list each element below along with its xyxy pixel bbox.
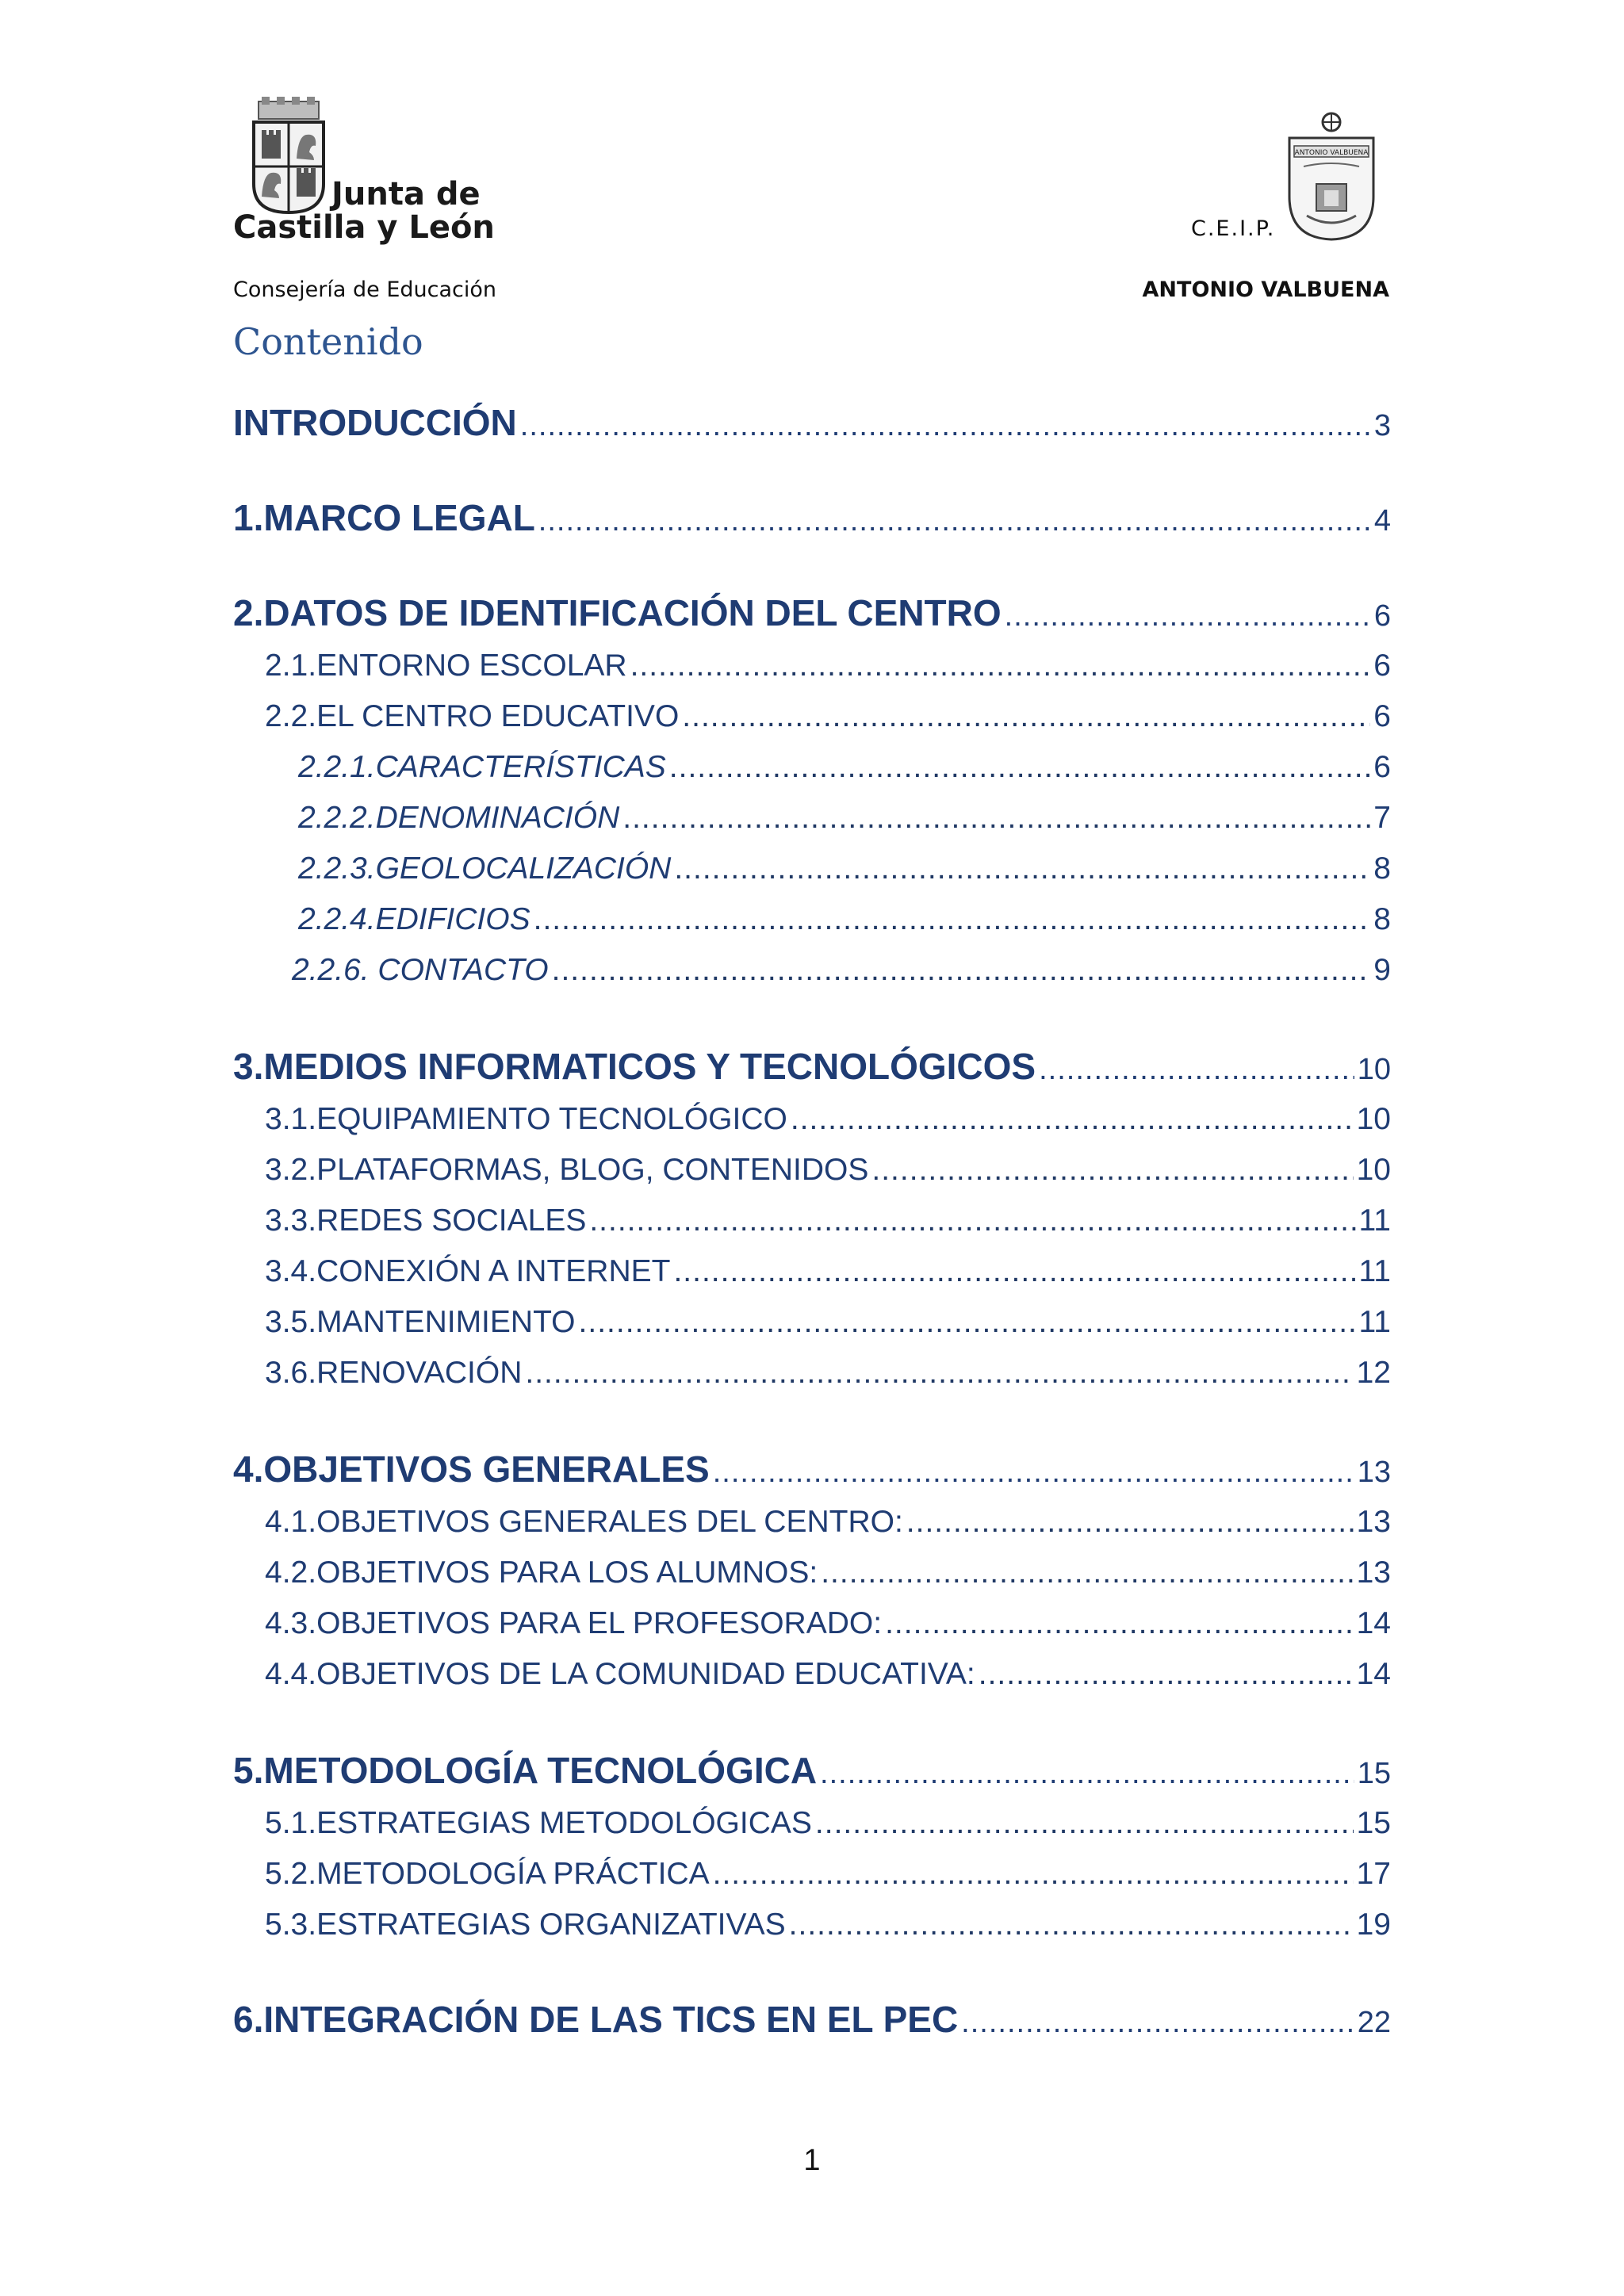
toc-dot-leader [1005, 599, 1371, 633]
school-seal-icon [1285, 111, 1378, 243]
toc-entry-title: METODOLOGÍA PRÁCTICA [316, 1857, 710, 1891]
toc-dot-leader [906, 1505, 1354, 1540]
toc-entry-page: 14 [1356, 1606, 1391, 1640]
toc-entry-number: 6. [233, 1999, 264, 2040]
toc-entry-title: INTRODUCCIÓN [233, 402, 517, 443]
toc-entry[interactable] [265, 1254, 1391, 1289]
toc-entry-title: MANTENIMIENTO [316, 1305, 576, 1339]
toc-entry-number: 3.4. [265, 1254, 317, 1288]
toc-entry-number: 4.1. [265, 1505, 317, 1539]
toc-dot-leader [525, 1356, 1353, 1391]
toc-entry-title: CARACTERÍSTICAS [375, 750, 666, 784]
school-name: ANTONIO VALBUENA [1142, 277, 1389, 302]
department-name: Consejería de Educación [233, 277, 497, 302]
toc-entry-title: OBJETIVOS GENERALES [263, 1448, 710, 1490]
toc-entry-title: INTEGRACIÓN DE LAS TICS EN EL PEC [263, 1999, 959, 2040]
toc-entry-number: 2.2.3. [298, 851, 376, 886]
toc-entry[interactable] [265, 1102, 1391, 1137]
toc-entry[interactable] [265, 649, 1391, 683]
toc-entry-number: 4. [233, 1448, 264, 1490]
toc-dot-leader [552, 953, 1371, 988]
toc-entry[interactable] [265, 1908, 1391, 1942]
toc-dot-leader [1039, 1053, 1354, 1087]
toc-entry-page: 4 [1373, 504, 1391, 538]
toc-entry-title: OBJETIVOS GENERALES DEL CENTRO: [316, 1505, 903, 1539]
toc-entry-page: 11 [1358, 1203, 1391, 1238]
toc-dot-leader [589, 1203, 1355, 1238]
toc-heading: Contenido [233, 320, 423, 363]
school-type: C.E.I.P. [1191, 216, 1276, 241]
toc-entry-number: 5.2. [265, 1857, 317, 1891]
toc-entry-page: 11 [1358, 1254, 1391, 1288]
brand-name-line2: Castilla y León [233, 209, 495, 246]
toc-entry-title: ENTORNO ESCOLAR [316, 649, 627, 683]
toc-entry-page: 9 [1373, 953, 1391, 987]
toc-entry[interactable] [265, 1857, 1391, 1892]
toc-entry[interactable] [298, 851, 1391, 886]
toc-dot-leader [682, 699, 1370, 734]
toc-dot-leader [630, 649, 1371, 683]
toc-dot-leader [979, 1657, 1354, 1692]
toc-entry-number: 2.2.1. [298, 750, 376, 784]
toc-dot-leader [713, 1857, 1354, 1892]
toc-entry-number: 2.2.2. [298, 801, 376, 835]
toc-dot-leader [789, 1908, 1354, 1942]
toc-entry-page: 19 [1356, 1908, 1391, 1942]
toc-entry-number: 3.5. [265, 1305, 317, 1339]
toc-entry[interactable] [265, 1657, 1391, 1692]
toc-entry[interactable] [233, 1045, 1391, 1088]
toc-entry-title: EL CENTRO EDUCATIVO [316, 699, 680, 733]
toc-entry-page: 15 [1356, 1806, 1391, 1840]
toc-entry-page: 6 [1373, 699, 1391, 733]
toc-entry[interactable] [265, 1556, 1391, 1590]
page-header [0, 0, 1624, 363]
toc-entry[interactable] [298, 750, 1391, 785]
toc-dot-leader [673, 1254, 1355, 1289]
toc-entry[interactable] [265, 1203, 1391, 1238]
toc-dot-leader [713, 1456, 1354, 1490]
toc-entry-number: 4.4. [265, 1657, 317, 1691]
toc-entry-number: 5.3. [265, 1908, 317, 1942]
toc-entry-title: 2.2.6. CONTACTO [292, 953, 549, 987]
toc-entry-title: GEOLOCALIZACIÓN [375, 851, 672, 886]
toc-entry-title: OBJETIVOS PARA LOS ALUMNOS: [316, 1556, 818, 1590]
toc-dot-leader [820, 1757, 1354, 1791]
toc-dot-leader [871, 1153, 1353, 1188]
toc-entry-page: 15 [1357, 1757, 1391, 1790]
toc-entry-title: ESTRATEGIAS ORGANIZATIVAS [316, 1908, 786, 1942]
toc-entry[interactable] [265, 1356, 1391, 1391]
toc-dot-leader [579, 1305, 1356, 1340]
toc-entry[interactable] [265, 1305, 1391, 1340]
toc-entry-page: 13 [1356, 1556, 1391, 1590]
toc-entry[interactable] [298, 801, 1391, 836]
toc-entry-page: 22 [1357, 2006, 1391, 2039]
toc-entry-page: 13 [1356, 1505, 1391, 1539]
toc-dot-leader [622, 801, 1370, 836]
toc-entry[interactable] [265, 1153, 1391, 1188]
toc-dot-leader [885, 1606, 1354, 1641]
toc-entry-page: 17 [1356, 1857, 1391, 1891]
toc-entry-title: MARCO LEGAL [263, 497, 535, 538]
toc-dot-leader [961, 2006, 1354, 2040]
toc-entry-number: 5. [233, 1750, 264, 1791]
toc-entry-title: METODOLOGÍA TECNOLÓGICA [263, 1750, 818, 1791]
toc-dot-leader [669, 750, 1371, 785]
seal-text: ANTONIO VALBUENA [1294, 149, 1369, 157]
toc-entry-title: OBJETIVOS DE LA COMUNIDAD EDUCATIVA: [316, 1657, 975, 1691]
toc-entry-page: 6 [1373, 750, 1391, 784]
toc-entry-page: 14 [1356, 1657, 1391, 1691]
brand-name-line1: Junta de [331, 176, 481, 212]
toc-entry-title: PLATAFORMAS, BLOG, CONTENIDOS [316, 1153, 869, 1187]
toc-entry[interactable] [265, 699, 1391, 734]
toc-entry-number: 3.6. [265, 1356, 317, 1390]
toc-dot-leader [520, 409, 1371, 443]
toc-entry-number: 2. [233, 592, 264, 633]
toc-entry-title: DENOMINACIÓN [375, 801, 620, 835]
toc-entry-number: 3.3. [265, 1203, 317, 1238]
toc-entry-title: CONEXIÓN A INTERNET [316, 1254, 671, 1288]
toc-entry-title: EDIFICIOS [375, 902, 530, 936]
toc-entry-number: 3.2. [265, 1153, 317, 1187]
coat-of-arms-icon [251, 97, 327, 214]
toc-entry[interactable] [233, 1749, 1391, 1792]
toc-entry-title: RENOVACIÓN [316, 1356, 523, 1390]
toc-entry-page: 8 [1373, 902, 1391, 936]
toc-dot-leader [821, 1556, 1353, 1590]
toc-entry[interactable] [265, 1606, 1391, 1641]
toc-entry-number: 4.2. [265, 1556, 317, 1590]
toc-dot-leader [534, 902, 1371, 937]
toc-entry-number: 1. [233, 497, 264, 538]
toc-entry-page: 10 [1356, 1102, 1391, 1136]
toc-entry-title: REDES SOCIALES [316, 1203, 587, 1238]
toc-entry-title: MEDIOS INFORMATICOS Y TECNOLÓGICOS [263, 1046, 1036, 1087]
toc-dot-leader [674, 851, 1370, 886]
toc-entry-page: 10 [1356, 1153, 1391, 1187]
toc-entry-number: 3.1. [265, 1102, 317, 1136]
toc-entry-number: 4.3. [265, 1606, 317, 1640]
toc-entry[interactable] [233, 591, 1391, 634]
toc-entry[interactable] [233, 401, 1391, 444]
toc-entry-title: DATOS DE IDENTIFICACIÓN DEL CENTRO [263, 592, 1002, 633]
toc-entry-page: 13 [1357, 1456, 1391, 1489]
toc-dot-leader [815, 1806, 1354, 1841]
toc-entry-title: ESTRATEGIAS METODOLÓGICAS [316, 1806, 812, 1840]
toc-dot-leader [538, 504, 1371, 538]
toc-entry-number: 2.1. [265, 649, 317, 683]
toc-entry[interactable] [233, 496, 1391, 539]
toc-entry-page: 11 [1358, 1305, 1391, 1339]
toc-entry[interactable] [298, 902, 1391, 937]
toc-entry-page: 7 [1373, 801, 1391, 835]
toc-entry-number: 3. [233, 1046, 264, 1087]
toc-entry-number: 5.1. [265, 1806, 317, 1840]
toc-entry-title: EQUIPAMIENTO TECNOLÓGICO [316, 1102, 787, 1136]
toc-entry[interactable] [292, 953, 1391, 988]
toc-entry-title: OBJETIVOS PARA EL PROFESORADO: [316, 1606, 883, 1640]
toc-dot-leader [791, 1102, 1354, 1137]
toc-entry-page: 6 [1373, 649, 1391, 683]
toc-entry[interactable] [265, 1505, 1391, 1540]
toc-entry-page: 12 [1356, 1356, 1391, 1390]
toc-entry[interactable] [265, 1806, 1391, 1841]
toc-entry[interactable] [233, 1448, 1391, 1490]
toc-entry-page: 8 [1373, 851, 1391, 886]
toc-entry-page: 3 [1373, 409, 1391, 442]
page-number: 1 [803, 2144, 821, 2177]
toc-entry[interactable] [233, 1998, 1391, 2041]
toc-entry-page: 10 [1357, 1053, 1391, 1086]
toc-entry-number: 2.2. [265, 699, 317, 733]
toc-entry-page: 6 [1373, 599, 1391, 633]
toc-entry-number: 2.2.4. [298, 902, 376, 936]
